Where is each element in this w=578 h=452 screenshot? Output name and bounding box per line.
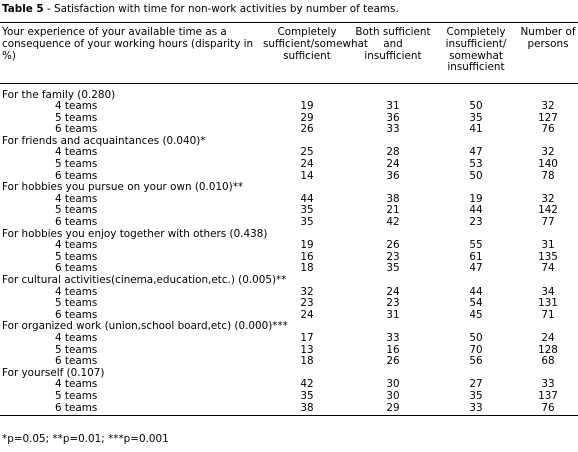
both-cell: 36	[386, 111, 400, 124]
insufficient-cell: 47	[469, 262, 483, 275]
header-row	[0, 23, 578, 84]
sufficient-cell: 35	[300, 216, 314, 229]
both-cell: 16	[386, 343, 400, 356]
teams-label: 4 teams	[55, 378, 98, 391]
sufficient-cell: 26	[300, 123, 314, 136]
both-cell: 30	[386, 378, 400, 391]
teams-label: 6 teams	[55, 262, 98, 275]
persons-cell: 76	[541, 123, 555, 136]
persons-cell: 140	[538, 158, 558, 171]
group-label: For friends and acquaintances (0.040)*	[2, 134, 206, 147]
persons-cell: 142	[538, 204, 558, 217]
insufficient-cell: 45	[469, 308, 483, 321]
insufficient-cell: 55	[469, 239, 483, 252]
both-cell: 36	[386, 169, 400, 182]
sufficient-cell: 42	[300, 378, 314, 391]
insufficient-cell: 19	[469, 192, 483, 205]
persons-cell: 34	[541, 285, 555, 298]
both-cell: 29	[352, 403, 434, 416]
table-label: Table 5	[2, 3, 44, 15]
teams-label: 4 teams	[55, 146, 98, 159]
group-row	[0, 275, 578, 287]
insufficient-cell: 33	[434, 403, 518, 416]
teams-label: 5 teams	[55, 297, 98, 310]
sufficient-cell: 18	[300, 355, 314, 368]
persons-cell: 78	[541, 169, 555, 182]
sufficient-cell: 19	[300, 239, 314, 252]
sufficient-cell: 35	[300, 389, 314, 402]
sufficient-cell: 17	[300, 331, 314, 344]
both-cell: 24	[386, 285, 400, 298]
insufficient-cell: 53	[469, 158, 483, 171]
insufficient-cell: 50	[469, 169, 483, 182]
insufficient-cell: 27	[469, 378, 483, 391]
persons-cell: 128	[538, 343, 558, 356]
table-row	[0, 159, 578, 171]
both-cell: 23	[386, 250, 400, 263]
insufficient-cell: 35	[469, 389, 483, 402]
insufficient-cell: 44	[469, 285, 483, 298]
table-row	[0, 356, 578, 368]
both-cell: 38	[386, 192, 400, 205]
persons-cell: 74	[541, 262, 555, 275]
table-caption	[2, 3, 399, 16]
insufficient-cell: 56	[469, 355, 483, 368]
insufficient-cell: 50	[469, 331, 483, 344]
persons-cell: 31	[541, 239, 555, 252]
both-cell: 33	[386, 331, 400, 344]
both-cell: 30	[386, 389, 400, 402]
sufficient-cell: 16	[300, 250, 314, 263]
teams-label: 5 teams	[55, 204, 98, 217]
persons-cell: 32	[541, 100, 555, 113]
both-cell: 33	[386, 123, 400, 136]
teams-label: 5 teams	[55, 389, 98, 402]
both-cell: 26	[386, 239, 400, 252]
persons-cell: 33	[541, 378, 555, 391]
teams-label: 5 teams	[55, 343, 98, 356]
table-title: - Satisfaction with time for non-work activities by number of teams.	[43, 3, 399, 15]
teams-label: 6 teams	[55, 123, 98, 136]
group-label: For cultural activities(cinema,education,etc.) (0.005)**	[2, 274, 287, 286]
insufficient-cell: 35	[469, 111, 483, 124]
group-label: For hobbies you enjoy together with others (0.438)	[2, 227, 268, 240]
sufficient-cell: 32	[300, 285, 314, 298]
sufficient-cell: 38	[262, 403, 352, 416]
table-row	[0, 333, 578, 345]
teams-label: 5 teams	[55, 158, 98, 171]
teams-label: 5 teams	[55, 250, 98, 263]
sufficient-cell: 24	[300, 308, 314, 321]
both-cell: 28	[386, 146, 400, 159]
group-label: For yourself (0.107)	[2, 366, 105, 379]
table-row	[0, 217, 578, 229]
insufficient-cell: 47	[469, 146, 483, 159]
teams-label: 4 teams	[55, 100, 98, 113]
persons-cell: 127	[538, 111, 558, 124]
persons-cell: 32	[541, 192, 555, 205]
teams-label: 4 teams	[55, 331, 98, 344]
teams-label: 6 teams	[55, 308, 98, 321]
significance-footnote: *p=0.05; **p=0.01; ***p=0.001	[2, 433, 169, 445]
both-cell: 24	[386, 158, 400, 171]
persons-cell: 77	[541, 216, 555, 229]
both-cell: 31	[386, 308, 400, 321]
both-cell: 31	[386, 100, 400, 113]
teams-label: 6 teams	[0, 403, 262, 416]
sufficient-cell: 24	[300, 158, 314, 171]
teams-label: 5 teams	[55, 111, 98, 124]
sufficient-cell: 13	[300, 343, 314, 356]
sufficient-cell: 19	[300, 100, 314, 113]
column-header-sufficient: Completely sufficient/somewhat sufficient	[262, 23, 352, 84]
table-row	[0, 101, 578, 113]
sufficient-cell: 14	[300, 169, 314, 182]
group-label: For hobbies you pursue on your own (0.010)**	[2, 181, 244, 194]
column-header-persons: Number of persons	[518, 23, 578, 84]
both-cell: 21	[386, 204, 400, 217]
teams-label: 4 teams	[55, 285, 98, 298]
persons-cell: 32	[541, 146, 555, 159]
column-header-experience: Your experience of your available time as a consequence of your working hours (disparity in %)	[0, 23, 262, 84]
both-cell: 42	[386, 216, 400, 229]
persons-cell: 137	[538, 389, 558, 402]
sufficient-cell: 29	[300, 111, 314, 124]
insufficient-cell: 54	[469, 297, 483, 310]
persons-cell: 131	[538, 297, 558, 310]
table-row	[0, 391, 578, 403]
both-cell: 26	[386, 355, 400, 368]
teams-label: 6 teams	[55, 169, 98, 182]
persons-cell: 71	[541, 308, 555, 321]
table-body	[0, 84, 578, 416]
insufficient-cell: 70	[469, 343, 483, 356]
persons-cell: 68	[541, 355, 555, 368]
teams-label: 6 teams	[55, 355, 98, 368]
insufficient-cell: 41	[469, 123, 483, 136]
insufficient-cell: 61	[469, 250, 483, 263]
teams-label: 4 teams	[55, 239, 98, 252]
sufficient-cell: 18	[300, 262, 314, 275]
group-label: For the family (0.280)	[2, 88, 116, 101]
sufficient-cell: 23	[300, 297, 314, 310]
column-header-insufficient: Completely insufficient/ somewhat insufficient	[434, 23, 518, 84]
column-header-both: Both sufficient and insufficient	[352, 23, 434, 84]
satisfaction-table	[0, 22, 578, 416]
persons-cell: 24	[541, 331, 555, 344]
sufficient-cell: 35	[300, 204, 314, 217]
sufficient-cell: 44	[300, 192, 314, 205]
persons-cell: 76	[518, 403, 578, 416]
persons-cell: 135	[538, 250, 558, 263]
group-label: For organized work (union,school board,etc) (0.000)***	[2, 320, 288, 333]
table-row	[0, 403, 578, 416]
insufficient-cell: 23	[469, 216, 483, 229]
both-cell: 35	[386, 262, 400, 275]
teams-label: 6 teams	[55, 216, 98, 229]
both-cell: 23	[386, 297, 400, 310]
insufficient-cell: 44	[469, 204, 483, 217]
sufficient-cell: 25	[300, 146, 314, 159]
teams-label: 4 teams	[55, 192, 98, 205]
insufficient-cell: 50	[469, 100, 483, 113]
